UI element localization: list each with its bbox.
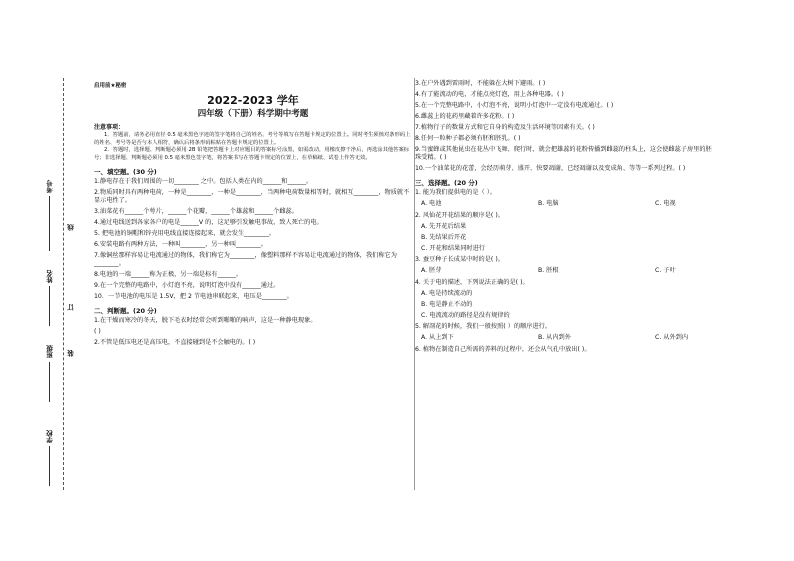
choice-question: 4. 关于电的描述，下列说法正确的是( )。 bbox=[415, 279, 529, 286]
choice-option: A. 胚芽 bbox=[421, 267, 442, 274]
fill-question: 10．一节电池的电压是 1.5V，把 2 节电池串联起来，电压是________。 bbox=[94, 293, 293, 300]
exam-number-line bbox=[49, 196, 50, 251]
notice-heading: 注意事项： bbox=[94, 124, 125, 131]
school-label: 学校 bbox=[46, 430, 54, 443]
choice-option: C. 电视 bbox=[655, 200, 676, 207]
section-fill-heading: 一、填空题。(30 分) bbox=[94, 168, 157, 176]
judge-question: 6.雌蕊上的花药里藏着许多花粉。( ) bbox=[415, 113, 515, 120]
right-column bbox=[415, 78, 715, 357]
choice-option: B. 胚根 bbox=[538, 267, 559, 274]
choice-option: A. 先开花后结果 bbox=[421, 223, 467, 230]
judge-question: 3.在户外遇到雷雨时，不能躲在大树下避雨。( ) bbox=[415, 80, 546, 87]
exam-number-label: 考号 bbox=[46, 180, 54, 193]
section-choice-heading: 三、选择题。(20 分) bbox=[415, 179, 478, 187]
notice-item-1: 1．答题前，请务必用直径 0.5 毫米黑色字迹的签字笔将自己的姓名、考号等填写在答题卡规定的位置上。同时考生须核对条形码上的姓名、考号等是否与本人相符，确认后将条形码粘贴在答题卡规定的位置上。 bbox=[94, 132, 411, 146]
judge-question: 9.当蜜蜂或其他昆虫在花丛中飞舞、爬行时，就会把雄蕊的花粉传播到雌蕊的柱头上，这会使雌蕊子房里的胚珠受精。( ) bbox=[415, 146, 712, 161]
exam-page bbox=[68, 78, 718, 490]
choice-option: C. 子叶 bbox=[655, 267, 676, 274]
binding-line bbox=[63, 78, 65, 490]
line-mark: 线 bbox=[67, 224, 75, 231]
name-line bbox=[49, 286, 50, 326]
choice-option: B. 电是静止不动的 bbox=[421, 301, 473, 308]
judge-question: 1.在干燥而寒冷的冬天，脱下毛衣时经常会听到啪啪的响声，这是一种静电现象。 bbox=[94, 317, 317, 324]
fill-question: 8.电池的一端______称为正极，另一端是标有______。 bbox=[94, 271, 243, 278]
school-line bbox=[49, 446, 50, 486]
fill-question: 3.油菜花有______个萼片，______个花瓣，______个雄蕊和______个雌蕊。 bbox=[94, 208, 298, 215]
choice-option: B. 先结果后开花 bbox=[421, 234, 467, 241]
fill-question: 7.像铜丝那样容易让电流通过的物体，我们称它为________，像塑料那样不容易让电流通过的物体，我们称它为________。 bbox=[94, 252, 397, 267]
choice-option: B. 从内到外 bbox=[538, 334, 571, 341]
choice-options bbox=[415, 334, 715, 342]
judge-question: 5.在一个完整电路中，小灯泡不亮，说明小灯泡中一定没有电流通过。( ) bbox=[415, 102, 614, 109]
judge-question: 10.一个油菜花的花蕾，会经历萌芽、盛开、快要凋谢，已经凋谢以及变成角、等等一系列过程。( ) bbox=[415, 165, 686, 172]
judge-question: 4.有了能流动的电，才能点亮灯泡，用上各种电器。( ) bbox=[415, 91, 564, 98]
section-judge-heading: 二、判断题。(20 分) bbox=[94, 307, 157, 315]
choice-option: A. 从上到下 bbox=[421, 334, 454, 341]
choice-question: 3. 蚕豆种子长成某中时的是( )。 bbox=[415, 256, 504, 263]
choice-question: 6. 植物在制造自己所需的养料的过程中，还会从气孔中放出( )。 bbox=[415, 346, 591, 353]
choice-option: C. 开花和结果同时进行 bbox=[421, 245, 485, 252]
name-label: 姓名 bbox=[46, 270, 54, 283]
choice-option: C. 从外到内 bbox=[655, 334, 689, 341]
choice-option: A. 电是持续流动的 bbox=[421, 290, 473, 297]
seal-mark: 订 bbox=[67, 304, 75, 311]
fill-question: 9.在一个完整的电路中，小灯泡不亮，说明灯泡中没有______通过。 bbox=[94, 282, 280, 289]
fill-question: 2.物质同时具有两种电荷，一种是________，一种是________，当两种电荷数量相等时，就相互________，物质就不显示电性了。 bbox=[94, 189, 410, 204]
choice-options bbox=[415, 200, 715, 208]
choice-options bbox=[415, 267, 715, 275]
judge-question: 2.不管是低压电还是高压电，不直接碰到是不会触电的。( ) bbox=[94, 339, 256, 346]
fill-question: 5. 把电池的铜帽和锌壳用电线直接连接起来，就会发生________。 bbox=[94, 230, 276, 237]
choice-option: B. 电脑 bbox=[538, 200, 559, 207]
judge-answer-blank: ( ) bbox=[94, 328, 101, 335]
fill-question: 4.通过电线送到各家各户的电是______V 的，这足够引发触电事故，致人死亡的电。 bbox=[94, 219, 323, 226]
fill-question: 6.安装电路有两种方法，一种叫________，另一种叫________。 bbox=[94, 241, 267, 248]
choice-question: 2. 风仙花开花结果的顺序是( )。 bbox=[415, 212, 504, 219]
left-column bbox=[94, 78, 412, 350]
class-line bbox=[49, 362, 50, 402]
secret-mark: 启用前★秘密 bbox=[94, 83, 127, 89]
bind-mark: 装 bbox=[67, 350, 75, 357]
judge-question: 8.任何一粒种子都必须有胚和胚乳。( ) bbox=[415, 135, 521, 142]
exam-year-title: 2022-2023 学年 bbox=[207, 94, 299, 107]
choice-question: 5. 解剖花的时候，我们一般按照( ）的顺序进行。 bbox=[415, 323, 551, 330]
fill-question: 1.静电存在于我们周围的一切________ 之中。包括人类在内的______和______。 bbox=[94, 178, 313, 185]
choice-question: 1. 能为我们提供电的是（ ）。 bbox=[415, 189, 496, 196]
choice-option: C. 电流流动的路径是没有规律的 bbox=[421, 312, 510, 319]
judge-question: 7.植物行子的数量方式和它自身的构造及生活环境等因素有关。( ) bbox=[415, 124, 595, 131]
exam-title: 四年级（下册）科学期中考题 bbox=[197, 109, 309, 119]
notice-item-2: 2．答题时，选择题、判断题必须用 2B 铅笔把答题卡上对应题目的答案标号涂黑，如需改动，用橡皮擦干净后，再选涂其他答案标号；非选择题、判断题必须用 0.5 毫米黑色签字笔，将答案书写在答题卡规定的位置上，在草稿纸、试卷上作答无效。 bbox=[94, 147, 410, 161]
choice-option: A. 电池 bbox=[421, 200, 442, 207]
class-label: 班级 bbox=[46, 345, 54, 358]
